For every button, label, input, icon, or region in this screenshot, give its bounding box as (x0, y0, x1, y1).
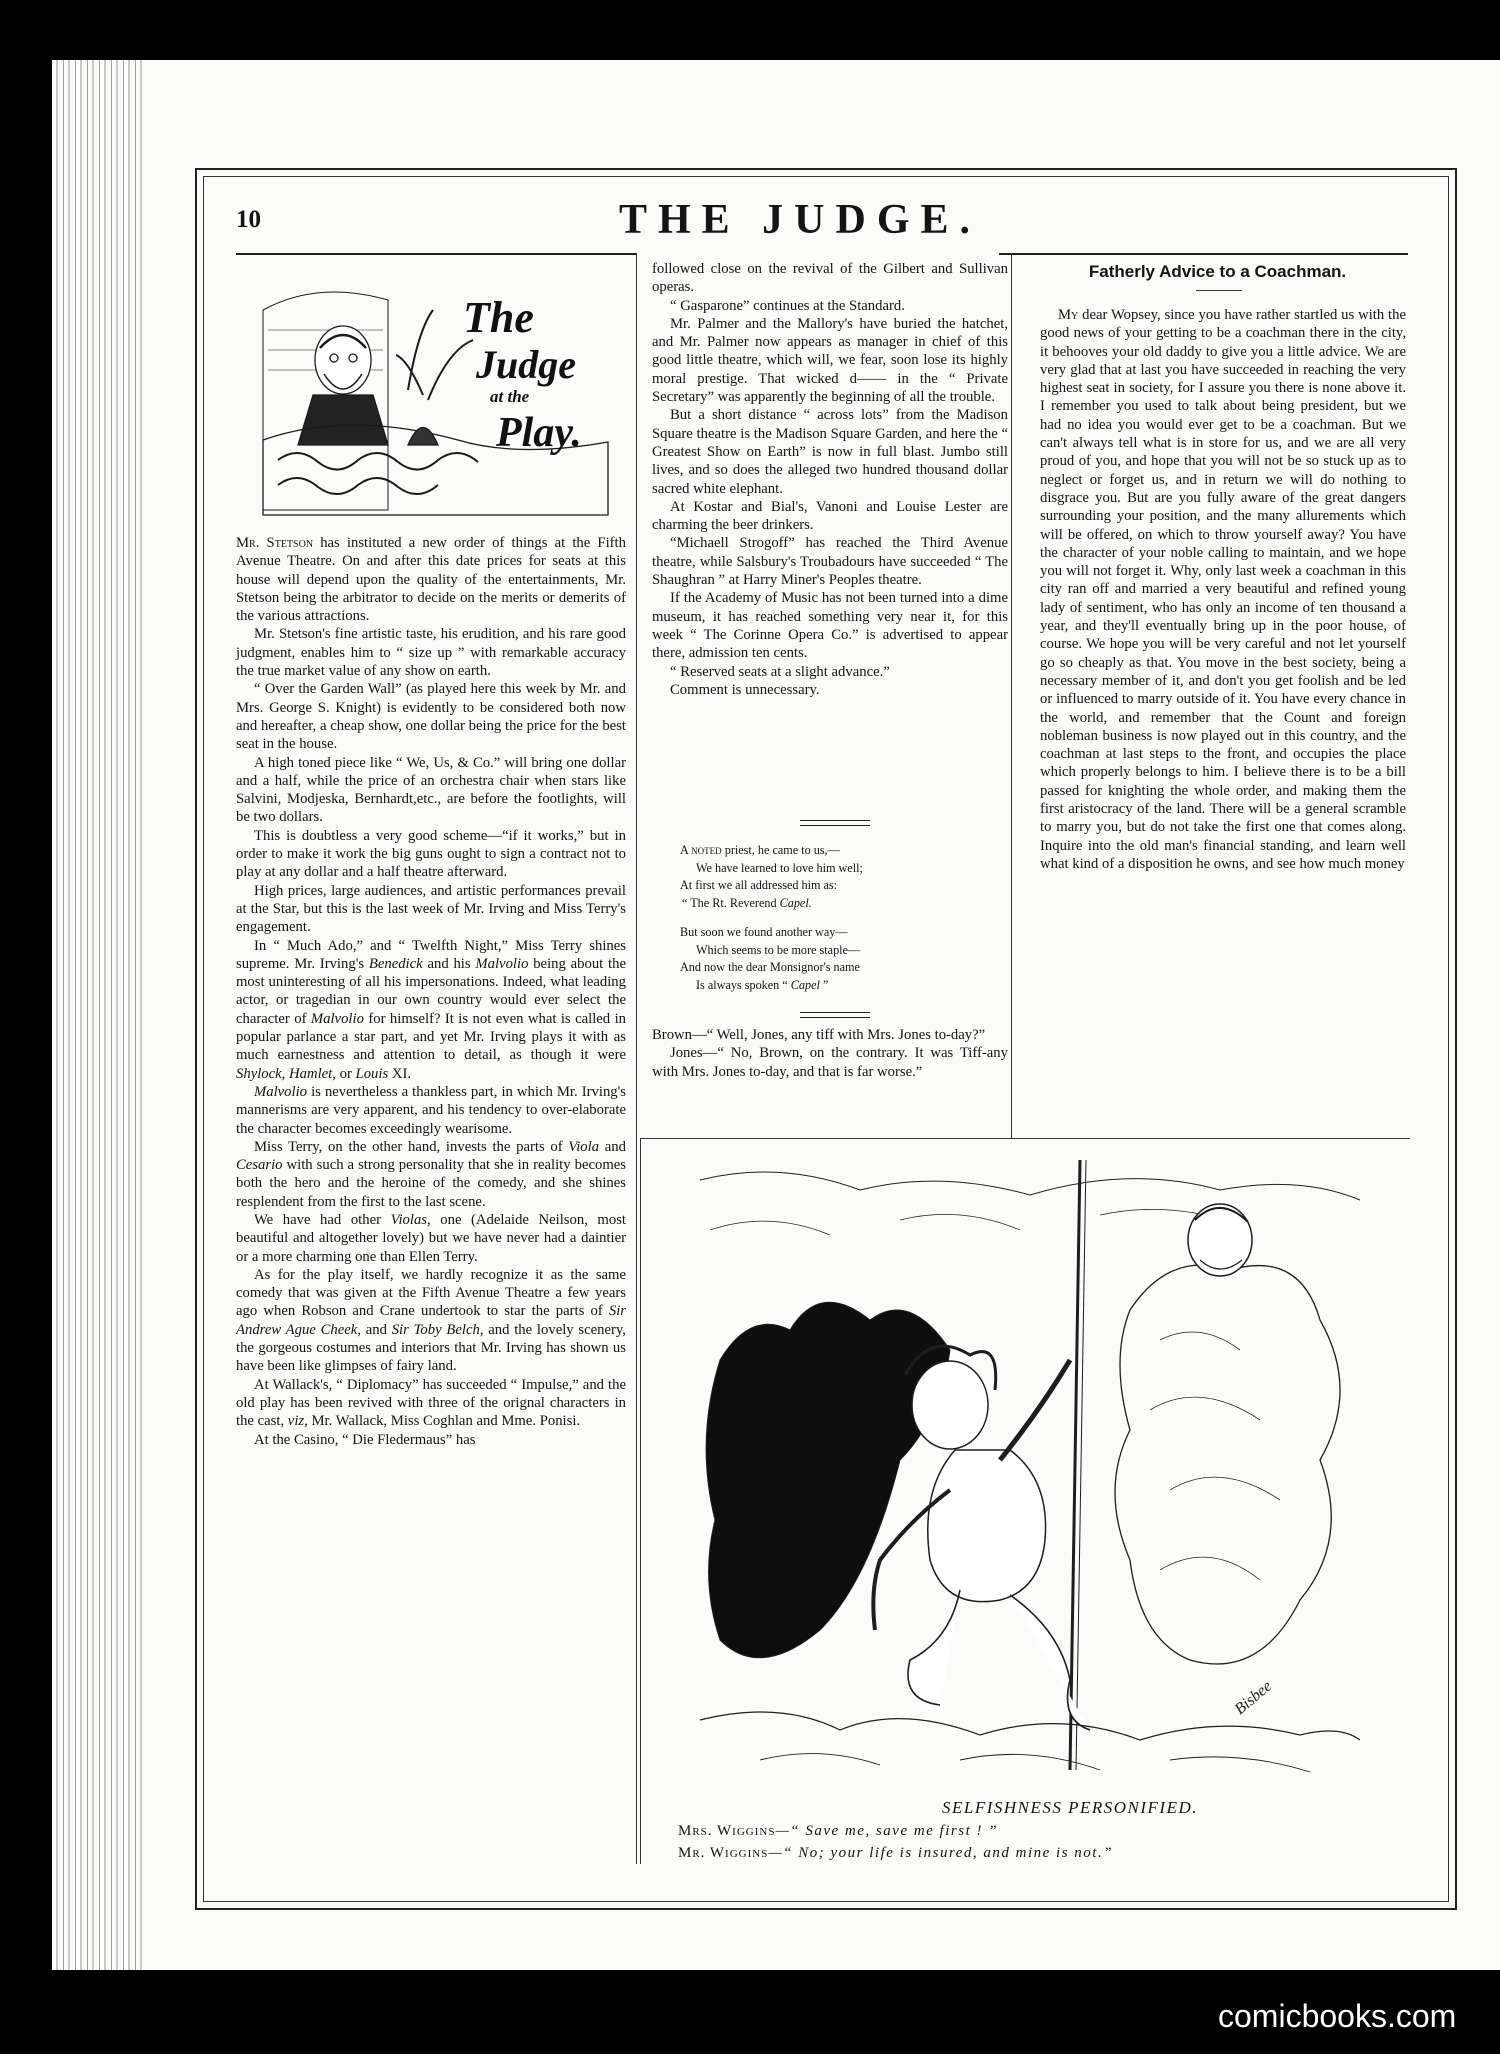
text: and (599, 1138, 626, 1155)
text: “ The Rt. Reverend (682, 895, 780, 910)
paragraph: “ Over the Garden Wall” (as played here this week by Mr. and Mrs. George S. Knight) is evidently to be considered both now and hereafter, a cheap show, one dollar being the price for the best seat in the house. (236, 681, 626, 753)
text: for himself? It is not even what is called in popular parlance a star part, and yet Mr. Irving plays it with as much earnestness and attention to detail, as though it were (236, 1010, 626, 1064)
poem-line (680, 842, 1010, 860)
poem-line: But soon we found another way— (680, 925, 848, 939)
paragraph: Jones—“ No, Brown, on the contrary. It was Tiff-any with Mrs. Jones to-day, and that is far worse.” (652, 1045, 1008, 1080)
joke-brown-jones (652, 1026, 1008, 1081)
dialogue-line (678, 1842, 1378, 1864)
paragraph: But a short distance “ across lots” from the Madison Square theatre is the Madison Square Garden, and here the “ Greatest Show on Earth” is now in full blast. Jumbo still lives, and so does the alleged two hundred thousand dollar sacred white elephant. (652, 407, 1008, 497)
text: Miss Terry, on the other hand, invests the parts of (254, 1138, 569, 1155)
role-name: Malvolio (310, 1010, 364, 1027)
text: being about the most uninteresting of all his impersonations. Indeed, what leading actor, or tragedian in our own country would ever select the character of (236, 955, 626, 1027)
article-fatherly-advice (1040, 306, 1406, 873)
text: As for the play itself, we hardly recognize it as the same comedy that was given at the Fifth Avenue Theatre a few years ago when Robson and Crane undertook to star the parts of (236, 1266, 626, 1320)
lead-words: My (1058, 307, 1079, 323)
cartoon-dialogue (678, 1820, 1378, 1864)
vignette-title-the: The (463, 293, 534, 342)
text: XI. (388, 1065, 412, 1082)
paragraph: “ Reserved seats at a slight advance.” (670, 663, 890, 680)
text: , and (357, 1321, 392, 1338)
paragraph: A high toned piece like “ We, Us, & Co.” will bring one dollar and a half, while the price of an orchestra chair when stars like Salvini, Modjeska, Bernhardt,etc., are before the footlights, will be two dollars. (236, 754, 626, 826)
speaker-name: Mr. Wiggins (678, 1845, 769, 1861)
article-heading: Fatherly Advice to a Coachman. (1088, 262, 1347, 281)
artist-signature: Bisbee (1231, 1677, 1276, 1719)
dialogue-line (678, 1820, 1378, 1842)
text: has instituted a new order of things at the Fifth Avenue Theatre. On and after this date prices for seats at this house will depend upon the quality of the entertainments, Mr. Stetson being the arbitrator to decide on the merits or demerits of the various attractions. (236, 535, 626, 625)
cartoon-caption: SELFISHNESS PERSONIFIED. (941, 1798, 1199, 1817)
speech-text: —“ No; your life is insured, and mine is not.” (768, 1845, 1114, 1861)
header-rule-left (236, 253, 636, 255)
speaker-name: Mrs. Wiggins (678, 1823, 776, 1839)
paragraph (236, 937, 626, 1083)
poem-line: And now the dear Monsignor's name (680, 960, 860, 974)
paragraph: Mr. Stetson's fine artistic taste, his erudition, and his rare good judgment, enables him to “ size up ” with remarkable accuracy the true market value of any show on earth. (236, 626, 626, 680)
page-number: 10 (236, 206, 261, 233)
cartoon-frame-rule (640, 1138, 641, 1864)
text: We have had other (254, 1211, 391, 1228)
text: ” (819, 977, 829, 992)
paragraph (1040, 306, 1406, 873)
role-name: Sir Toby Belch (391, 1321, 480, 1338)
lead-words: Mr. Stetson (236, 535, 314, 551)
role-name: Viola (568, 1138, 600, 1155)
role-name: Cesario (236, 1157, 283, 1174)
vignette-title-judge: Judge (476, 342, 576, 387)
poem-line (680, 895, 1010, 913)
paragraph (236, 1266, 626, 1376)
abbreviation: viz (287, 1413, 305, 1430)
text: and his (422, 955, 476, 972)
paragraph (236, 1376, 626, 1431)
poem-capel (680, 842, 1010, 994)
name: Capel. (779, 895, 812, 910)
header-rule-right (999, 253, 1408, 255)
double-rule (800, 820, 870, 826)
article-judge-at-the-play (236, 534, 626, 1449)
role-name: Malvolio (254, 1083, 308, 1100)
paragraph: Brown—“ Well, Jones, any tiff with Mrs. Jones to-day?” (652, 1027, 986, 1043)
masthead-title: THE JUDGE. (618, 197, 982, 243)
paragraph (236, 1083, 626, 1138)
role-name: Shylock, Hamlet, (236, 1065, 336, 1082)
role-name: Violas (390, 1211, 428, 1228)
role-name: Louis (355, 1065, 389, 1082)
paragraph: High prices, large audiences, and artistic performances prevail at the Star, but this is the last week of Mr. Irving and Miss Terry's engagement. (236, 882, 626, 936)
cartoon-illustration (700, 1160, 1360, 1790)
name: Capel (790, 977, 820, 992)
paragraph: Comment is unnecessary. (670, 681, 820, 698)
paragraph: At Kostar and Bial's, Vanoni and Louise Lester are charming the beer drinkers. (652, 498, 1008, 534)
cartoon-frame-rule (640, 1138, 1410, 1139)
role-name: Benedick (368, 955, 423, 972)
lead-words: A noted (680, 843, 722, 857)
page-edge-strip (52, 60, 147, 1970)
watermark: comicbooks.com (1218, 1998, 1457, 2034)
text: or (335, 1065, 356, 1082)
text: with such a strong personality that she in reality becomes both the hero and the heroine of the comedy, and she shines resplendent from the first to the last scene. (236, 1157, 626, 1210)
text: priest, he came to us,— (721, 843, 840, 857)
text: dear Wopsey, since you have rather startled us with the good news of your getting to be a coachman there in the city, it behooves your old daddy to give you a little advice. We are very glad that at last you have succeeded in reaching the very highest seat in society, for I assure you there is none above it. I remember you used to talk about being president, but we had no idea you would ever get to be a coachman. But we can't always tell what is in store for us, and we are all very proud of you, and hope that you will not be so stuck up as to neglect or forget us, and in return we will do nothing to disgrace you. But are you fully aware of the great dangers surrounding your position, and the many allurements which will be offered, on which to throw yourself away? You have the character of your noble calling to maintain, and we hope you will not forget it. Why, only last week a coachman in this city ran off and married a very beautiful and refined young lady of sentiment, who has only an income of ten thousand a year, and they'll eventually bring up in the poor house, of course. We hope you will be very careful and not let yourself go so cheaply as that. You move in the best society, being a necessary member of it, and don't you get foolish and be led or influenced to marry outside of it. You have every chance in the world, and remember that the Count and foreign nobleman business is now played out in this country, and the coachman at last steps to the front, and occupies the place which properly belongs to him. I believe there is to be a bill passed for knighting the whole order, and making them the first aristocracy of the land. There will be a general scramble to marry you, but do not take the first one that comes along. Inquire into the old man's financial standing, and learn well what kind of a disposition he owns, and see how much money (1040, 307, 1406, 872)
paragraph: “Michaell Strogoff” has reached the Third Avenue theatre, while Salsbury's Troubadours have succeeded “ The Shaughran ” at Harry Miner's Peoples theatre. (652, 535, 1008, 589)
text: , and the lovely scenery, the gorgeous costumes and interiors that Mr. Irving has shown us have been like glimpses of fairy land. (236, 1321, 626, 1375)
vignette-title-at-the: at the (490, 387, 530, 406)
text: is nevertheless a thankless part, in which Mr. Irving's mannerisms are very apparent, and his tendency to over-elaborate the character becomes exceedingly wearisome. (236, 1083, 626, 1137)
poem-line: Which seems to be more staple— (696, 942, 861, 957)
paragraph (236, 1211, 626, 1266)
article-theatre-notes (652, 260, 1008, 699)
poem-line: We have learned to love him well; (696, 860, 863, 875)
paragraph: This is doubtless a very good scheme—“if it works,” but in order to make it work the big guns ought to sign a contract not to play at any dollar and a half theatre afterward. (236, 827, 626, 881)
role-name: Sir Andrew Ague Cheek (236, 1303, 626, 1338)
column-rule (1011, 253, 1012, 1138)
theatre-vignette-illustration (258, 270, 613, 520)
text: Is always spoken “ (696, 977, 791, 992)
paragraph (236, 1138, 626, 1211)
heading-rule (1196, 290, 1242, 291)
paragraph: At the Casino, “ Die Fledermaus” has (254, 1431, 476, 1448)
text: In “ Much Ado,” and “ Twelfth Night,” Miss Terry shines supreme. Mr. Irving's (236, 937, 626, 972)
poem-line (680, 977, 1010, 995)
vignette-title-play: Play. (496, 410, 582, 456)
poem-line: At first we all addressed him as: (680, 878, 838, 892)
speech-text: —“ Save me, save me first ! ” (775, 1823, 999, 1839)
stanza-gap (680, 912, 1010, 924)
text: , Mr. Wallack, Miss Coghlan and Mme. Ponisi. (304, 1413, 581, 1430)
paragraph: followed close on the revival of the Gilbert and Sullivan operas. (652, 261, 1008, 296)
paragraph: Mr. Palmer and the Mallory's have buried the hatchet, and Mr. Palmer now appears as manager in chief of this good little theatre, which will, we fear, soon lose its highly moral prestige. That wicked d—— in the “ Private Secretary” was apparently the beginning of all the trouble. (652, 315, 1008, 406)
role-name: Malvolio (475, 955, 529, 972)
paragraph: “ Gasparone” continues at the Standard. (670, 297, 905, 314)
text: , one (Adelaide Neilson, most beautiful and altogether lovely) but we have never had a daintier or a more charming one than Ellen Terry. (236, 1211, 626, 1265)
paragraph (236, 534, 626, 625)
column-rule (636, 253, 637, 1864)
paragraph: If the Academy of Music has not been turned into a dime museum, it has reached something very near it, for this week “ The Corinne Opera Co.” is advertised to appear there, admission ten cents. (652, 590, 1008, 662)
double-rule (800, 1012, 870, 1018)
text: At Wallack's, “ Diplomacy” has succeeded “ Impulse,” and the old play has been revived with three of the orignal characters in the cast, (236, 1376, 626, 1430)
